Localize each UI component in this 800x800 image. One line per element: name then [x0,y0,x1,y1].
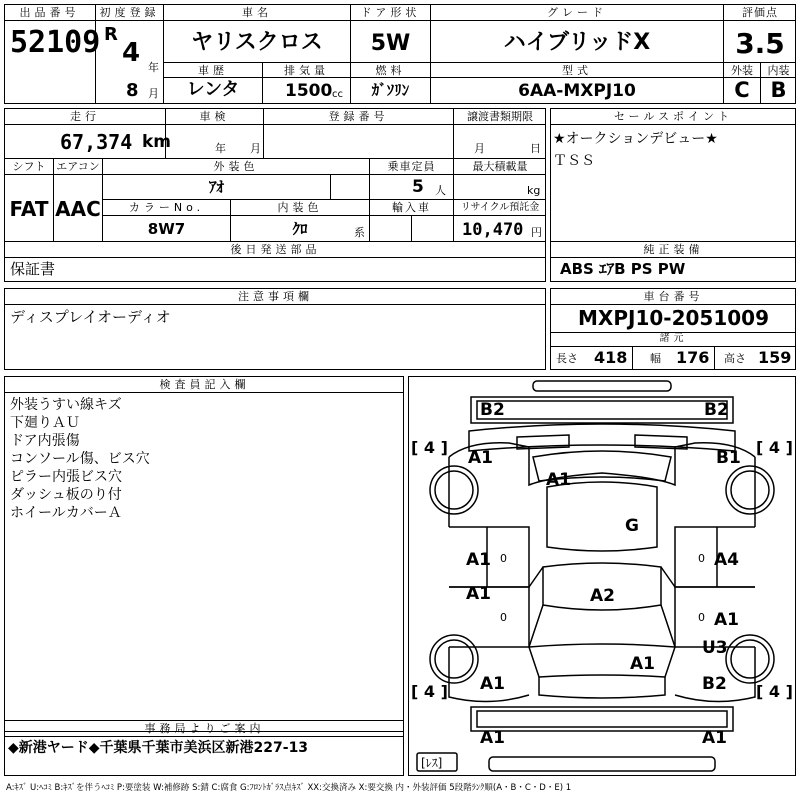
transfer-month-unit: 月 [474,142,485,155]
mark-mid-body: A2 [590,586,615,606]
mark-qtr-rl: A1 [480,674,505,694]
selling-points-label: セールスポイント [613,110,733,123]
selling-point-1: ★オークションデビュー★ [553,131,718,147]
mark-qtr-rr: B2 [702,674,727,694]
height-label: 高さ [724,352,746,365]
inspector-line: ホイールカバーＡ [10,505,122,521]
capacity-label: 乗車定員 [387,160,436,173]
grade: ハイブリッドX [503,30,651,55]
height: 159 [758,348,792,367]
history: レンタ [186,79,240,100]
length-label: 長さ [556,352,578,365]
mark-rear-right: A1 [702,728,727,748]
year-unit: 年 [148,61,159,74]
mileage-unit: km [142,132,172,152]
later-parts: 保証書 [10,260,56,278]
spare-tire: [ﾚｽ] [421,756,443,770]
int-color-label: 内装色 [277,201,323,214]
chassis-number: MXPJ10-2051009 [578,306,769,330]
door-type: 5W [370,31,411,56]
mark-hood: A1 [546,470,571,490]
int-color: ｸﾛ [292,220,308,238]
fuel-label: 燃料 [375,64,406,77]
color-no: 8W7 [147,220,186,238]
mark-door-fl: A1 [466,550,491,570]
inspector-line: ダッシュ板のり付 [10,487,122,503]
max-load-unit: kg [527,184,541,197]
import-label: 輸入車 [392,201,431,214]
recycle-label: リサイクル預託金 [460,202,540,213]
mark-door-rl: A1 [466,584,491,604]
max-load-label: 最大積載量 [472,160,528,173]
model-label: 型式 [562,64,592,77]
mark-trunk: A1 [630,654,655,674]
zero-mark: 0 [698,552,705,565]
zero-mark: 0 [500,552,507,565]
tire-rr: [ 4 ] [756,682,793,701]
displacement: 1500 [285,81,333,101]
inspector-label: 検査員記入欄 [159,378,250,391]
zero-mark: 0 [698,611,705,624]
mileage: 67,374 [60,130,133,154]
legend: A:ｷｽﾞ U:ﾍｺﾐ B:ｷｽﾞを伴うﾍｺﾐ P:要塗装 W:補修跡 S:錆 C:腐食 G:ﾌﾛﾝﾄｶﾞﾗｽ点ｷｽﾞ XX:交換済み X:要交換 内・外装評価 5段階ﾗﾝｸ順(A・B・C・D・E) 1 [6,783,572,793]
mark-front-right: B2 [704,400,729,420]
zero-mark: 0 [500,611,507,624]
capacity: 5 [412,177,424,197]
dims-label: 諸元 [659,333,688,344]
capacity-unit: 人 [435,184,446,197]
inspector-line: コンソール傷、ビス穴 [10,451,150,467]
aircon: AAC [55,197,101,221]
exterior-label: 外装 [731,64,753,77]
mileage-label: 走行 [70,110,100,123]
car-name: ヤリスクロス [191,30,323,55]
width: 176 [676,348,710,367]
int-color-unit: 系 [354,226,365,239]
shift: FAT [9,197,49,221]
month-unit: 月 [148,87,159,100]
mark-fender-fr: B1 [716,448,741,468]
tire-fr: [ 4 ] [756,438,793,457]
grade-label: グレード [547,6,607,19]
chassis-label: 車台番号 [643,290,704,303]
score-label: 評価点 [742,6,778,19]
lot-number: 52109 [10,25,101,60]
equipment-label: 純正装備 [643,243,704,256]
inspection-label: 車検 [199,110,230,123]
equipment: ABS ｴｱB PS PW [560,260,686,278]
office-info: ◆新港ヤード◆千葉県千葉市美浜区新港227-13 [8,740,309,756]
inspector-line: 下廻りＡＵ [10,415,80,431]
first-reg-label: 初度登録 [99,6,160,19]
length: 418 [594,348,628,367]
reg-year: 4 [122,38,141,68]
mark-fender-fl: A1 [468,448,493,468]
car-diagram [409,377,795,775]
reg-month: 8 [126,80,139,101]
mark-door-fr: A4 [714,550,739,570]
mark-front-left: B2 [480,400,505,420]
door-label: ドア形状 [360,6,421,19]
inspection-month-unit: 月 [250,142,261,155]
reg-no-label: 登録番号 [328,110,389,123]
interior-grade: B [770,78,787,102]
mark-door-rr: A1 [714,610,739,630]
fuel: ｶﾞｿﾘﾝ [371,81,410,99]
recycle-unit: 円 [531,226,542,239]
inspector-line: 外装うすい線キズ [10,397,122,413]
lot-label: 出品番号 [19,6,80,19]
displacement-label: 排気量 [284,64,329,77]
inspection-year-unit: 年 [215,142,226,155]
era: R [104,24,118,45]
score: 3.5 [735,27,785,60]
mark-roof: G [625,516,639,536]
exterior-grade: C [734,78,750,102]
tire-rl: [ 4 ] [411,682,448,701]
width-label: 幅 [650,352,661,365]
inspector-line: ドア内張傷 [10,433,80,449]
inspector-line: ピラー内張ビス穴 [10,469,122,485]
ext-color-label: 外装色 [213,160,259,173]
notes-label: 注意事項欄 [238,290,313,303]
selling-point-2: ＴＳＳ [553,153,595,169]
recycle-amount: 10,470 [462,220,524,240]
mark-rear-left: A1 [480,728,505,748]
mark-rear-pillar-r: U3 [702,638,728,658]
model: 6AA-MXPJ10 [518,81,636,101]
transfer-day-unit: 日 [530,142,541,155]
inspector-lines [10,396,150,522]
tire-fl: [ 4 ] [411,438,448,457]
later-parts-label: 後日発送部品 [230,243,321,256]
history-label: 車歴 [198,64,228,77]
color-no-label: カラーNo. [128,201,205,214]
ext-color: ｱｵ [208,178,224,196]
displacement-unit: cc [332,89,343,100]
car-name-label: 車名 [242,6,272,19]
aircon-label: エアコン [56,160,100,173]
notes: ディスプレイオーディオ [10,308,171,326]
shift-label: シフト [12,160,46,173]
transfer-label: 譲渡書類期限 [467,110,533,123]
interior-label: 内装 [767,64,790,77]
office-label: 事務局よりご案内 [144,722,265,735]
